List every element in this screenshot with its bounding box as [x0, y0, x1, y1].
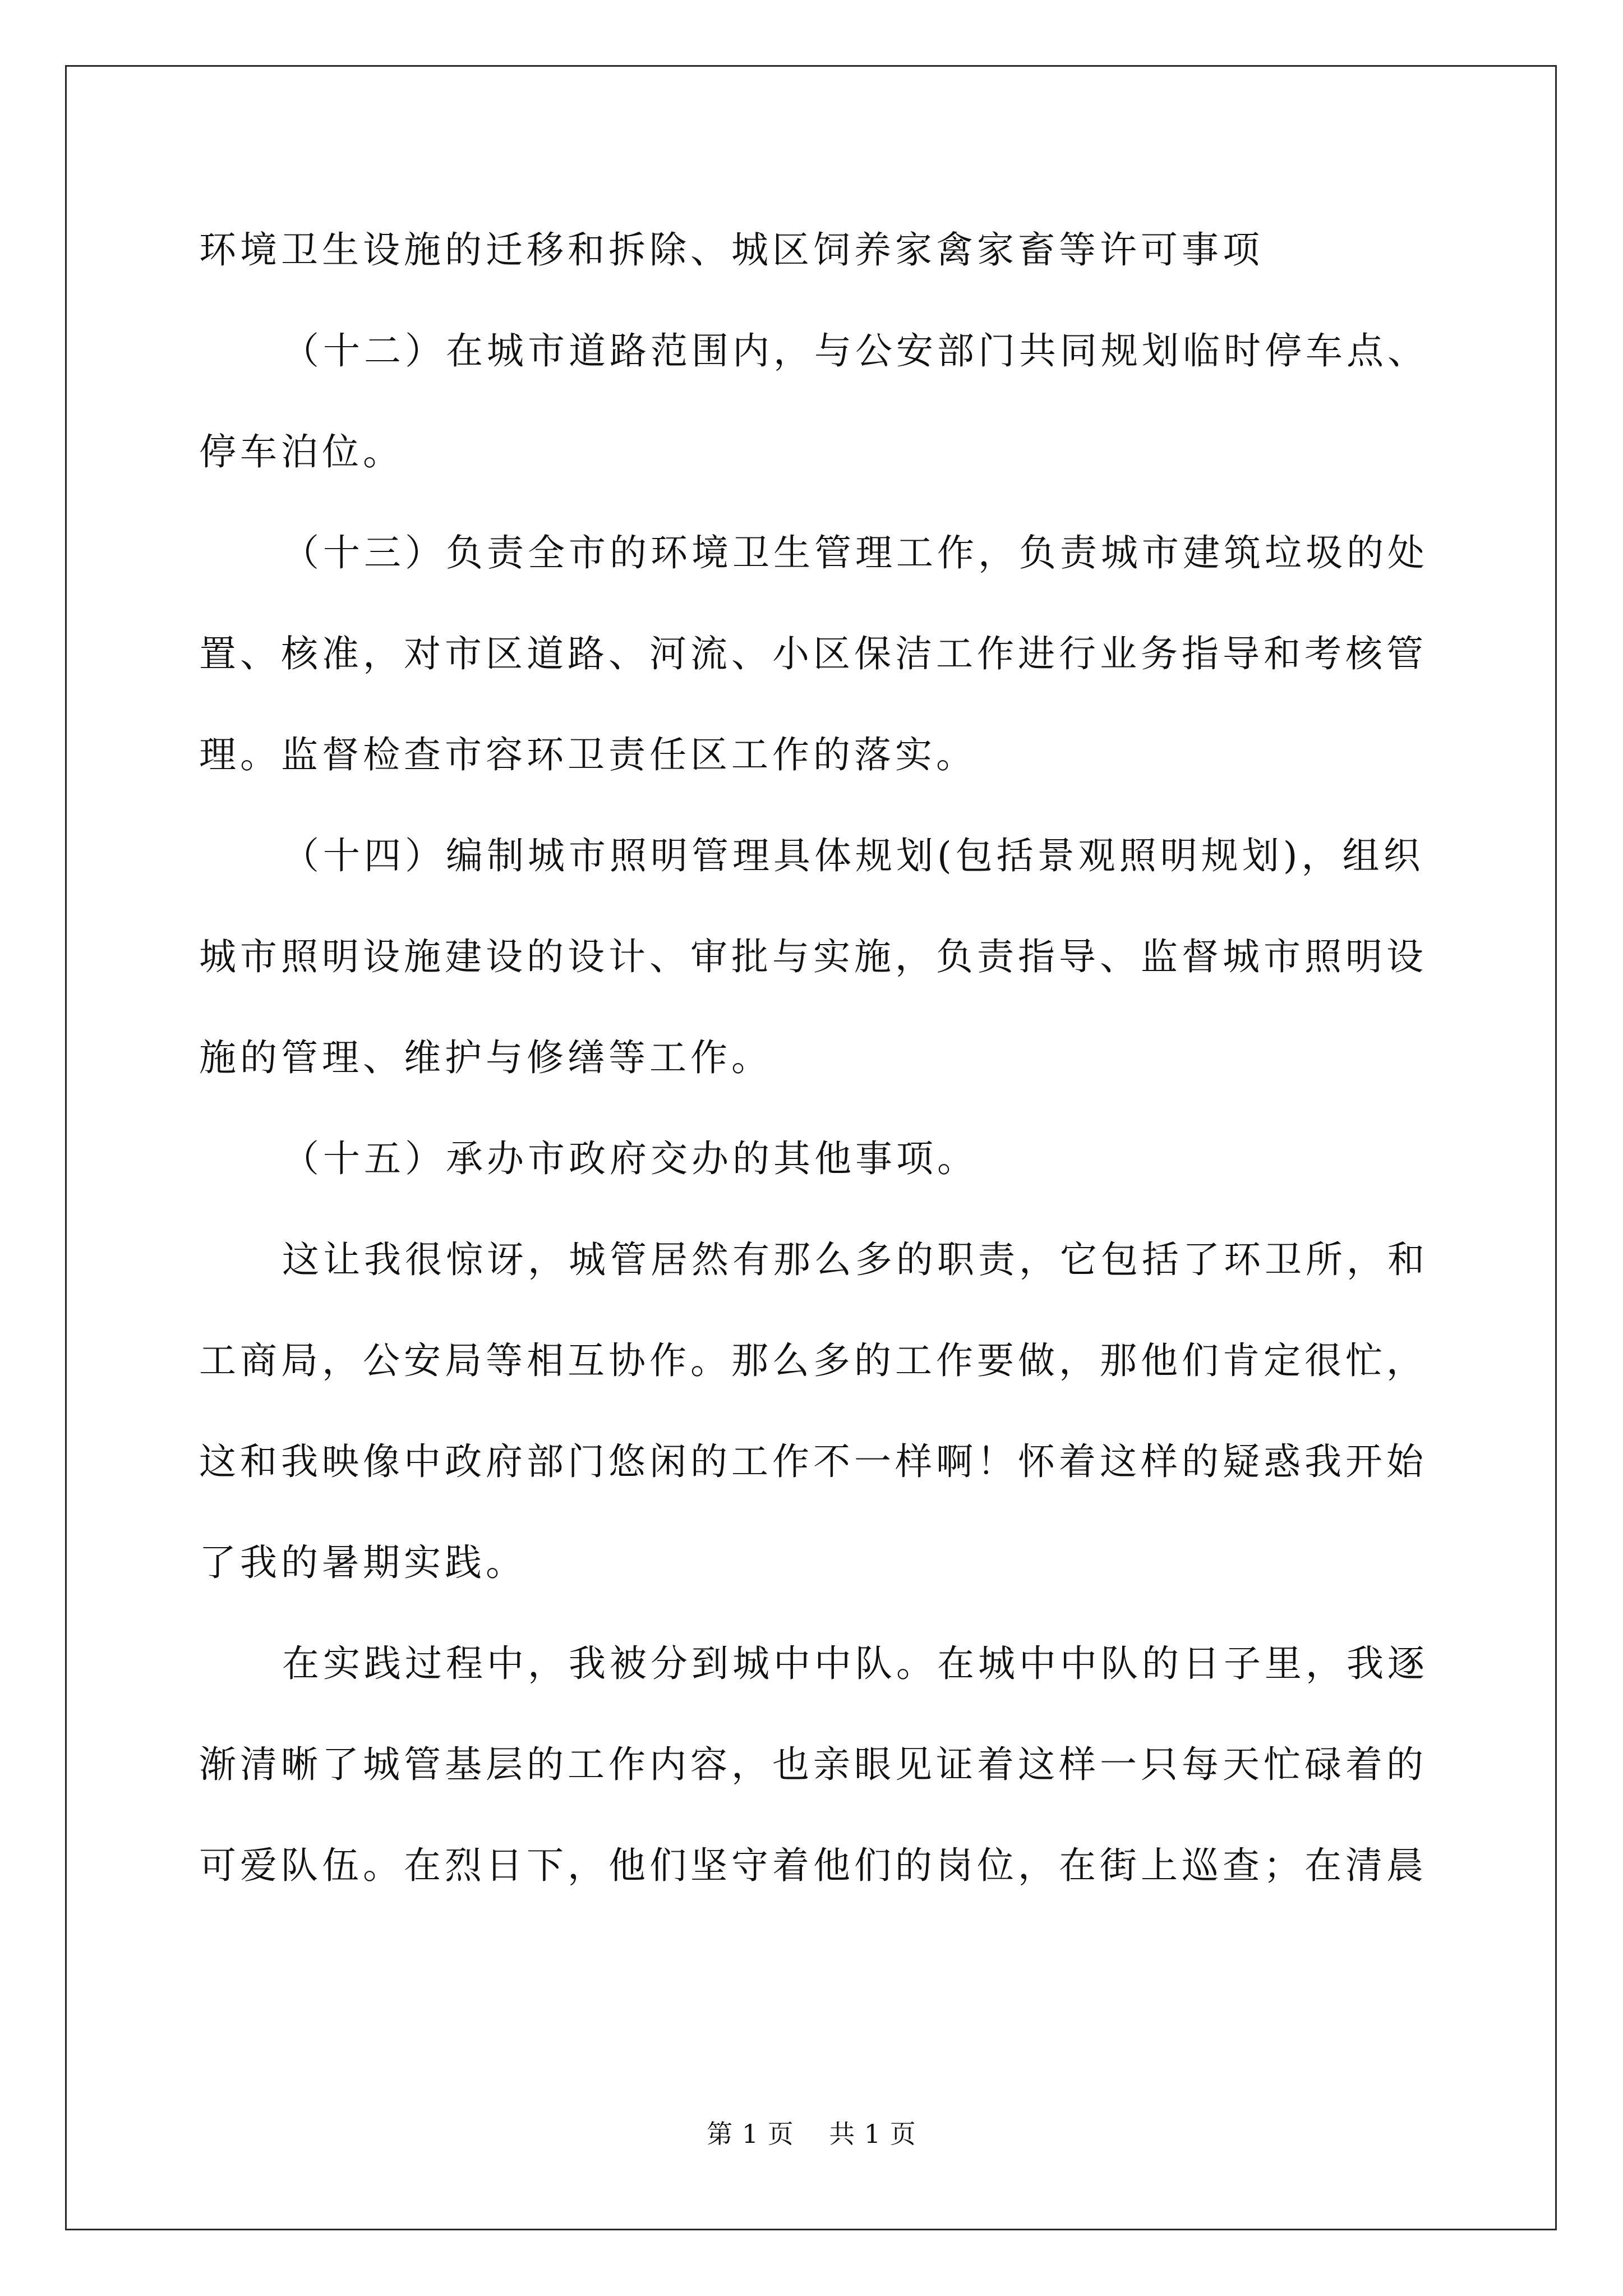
text-line: （十二）在城市道路范围内，与公安部门共同规划临时停车点、: [282, 329, 1428, 372]
text-line: 施的管理、维护与修缮等工作。: [199, 1036, 772, 1079]
text-line: 在实践过程中，我被分到城中中队。在城中中队的日子里，我逐: [282, 1642, 1428, 1685]
text-line: 工商局，公安局等相互协作。那么多的工作要做，那他们肯定很忙，: [199, 1339, 1427, 1382]
text-line: （十三）负责全市的环境卫生管理工作，负责城市建筑垃圾的处: [282, 531, 1428, 574]
text-line: 了我的暑期实践。: [199, 1541, 527, 1584]
text-line: 可爱队伍。在烈日下，他们坚守着他们的岗位，在街上巡查；在清晨: [199, 1844, 1427, 1887]
text-line: 渐清晰了城管基层的工作内容，也亲眼见证着这样一只每天忙碌着的: [199, 1743, 1427, 1786]
text-line: 城市照明设施建设的设计、审批与实施，负责指导、监督城市照明设: [199, 935, 1427, 978]
page-number-footer: 第 1 页 共 1 页: [707, 2119, 916, 2149]
document-body: [199, 213, 1428, 1930]
text-line: 这让我很惊讶，城管居然有那么多的职责，它包括了环卫所，和: [282, 1238, 1428, 1281]
text-line: 理。监督检查市容环卫责任区工作的落实。: [199, 733, 977, 776]
text-line: 置、核准，对市区道路、河流、小区保洁工作进行业务指导和考核管: [199, 632, 1427, 675]
text-line: 环境卫生设施的迁移和拆除、城区饲养家禽家畜等许可事项: [199, 228, 1264, 272]
text-line: 停车泊位。: [199, 430, 404, 473]
text-line: （十五）承办市政府交办的其他事项。: [282, 1137, 978, 1180]
text-line: （十四）编制城市照明管理具体规划(包括景观照明规划)，组织: [282, 834, 1424, 877]
text-line: 这和我映像中政府部门悠闲的工作不一样啊！怀着这样的疑惑我开始: [199, 1440, 1427, 1483]
